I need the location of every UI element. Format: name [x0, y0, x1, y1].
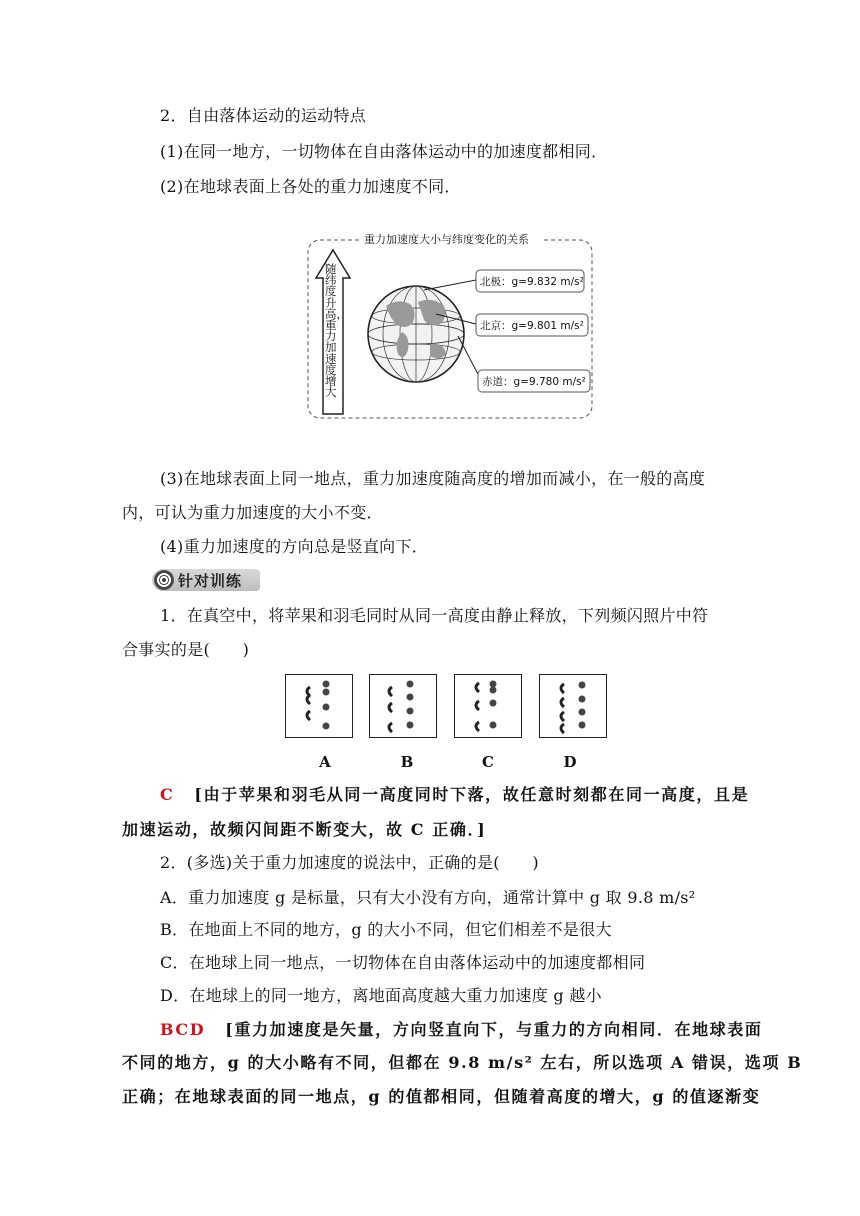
label-value: g=9.801 m/s²	[511, 320, 584, 332]
option-label-d: D	[563, 753, 577, 771]
q1-answer: C	[160, 785, 175, 804]
target-icon	[154, 570, 174, 590]
q2-option-b: B．在地面上不同的地方，g 的大小不同，但它们相差不是很大	[160, 920, 612, 939]
q2-option-d: D．在地球上的同一地方，离地面高度越大重力加速度 g 越小	[160, 986, 602, 1005]
option-d-photo	[539, 674, 607, 738]
q2-explanation-text: [重力加速度是矢量，方向竖直向下，与重力的方向相同．在地球表面	[225, 1020, 763, 1039]
label-north-pole	[480, 274, 584, 289]
figure-title: 重力加速度大小与纬度变化的关系	[364, 233, 529, 246]
option-b-photo	[369, 674, 437, 738]
q2-option-c: C．在地球上同一地点，一切物体在自由落体运动中的加速度都相同	[160, 953, 646, 972]
label-place: 北极：	[480, 276, 512, 288]
training-badge	[152, 569, 260, 591]
option-c-photo	[454, 674, 522, 738]
strobe-photo-b-drawing	[370, 675, 436, 737]
option-label-b: B	[400, 753, 414, 771]
gravity-latitude-figure	[306, 232, 596, 422]
option-label-a: A	[319, 753, 331, 771]
q2-stem: 2．(多选)关于重力加速度的说法中，正确的是( )	[160, 853, 539, 872]
q2-explanation-line-3: 正确；在地球表面的同一地点，g 的值都相同，但随着高度的增大，g 的值逐渐变	[122, 1087, 761, 1106]
q1-explanation-text: [由于苹果和羽毛从同一高度同时下落，故任意时刻都在同一高度，且是	[194, 785, 750, 804]
label-place: 赤道：	[482, 376, 514, 388]
paragraph-1: (1)在同一地方，一切物体在自由落体运动中的加速度都相同．	[160, 142, 608, 161]
section-heading: 2．自由落体运动的运动特点	[160, 106, 367, 125]
q1-stem-line-2: 合事实的是( )	[122, 640, 250, 659]
q1-stem-line-1: 1．在真空中，将苹果和羽毛同时从同一高度由静止释放，下列频闪照片中符	[160, 606, 709, 625]
q1-explanation-line-2: 加速运动，故频闪间距不断变大，故 C 正确．]	[122, 820, 487, 839]
q2-explanation-line-2: 不同的地方，g 的大小略有不同，但都在 9.8 m/s² 左右，所以选项 A 错误，选项 B	[122, 1053, 803, 1072]
option-label-c: C	[482, 753, 494, 771]
q1-explanation-line-1	[160, 785, 749, 805]
label-value: g=9.832 m/s²	[511, 276, 584, 288]
paragraph-3-line-1: (3)在地球表面上同一地点，重力加速度随高度的增加而减小，在一般的高度	[160, 469, 706, 488]
label-equator	[482, 374, 586, 389]
q2-option-a: A．重力加速度 g 是标量，只有大小没有方向，通常计算中 g 取 9.8 m/s²	[160, 888, 696, 907]
badge-label: 针对训练	[178, 572, 243, 590]
strobe-photo-a-drawing	[286, 675, 352, 737]
label-beijing	[480, 318, 584, 333]
strobe-photo-d-drawing	[540, 675, 606, 737]
option-a-photo	[285, 674, 353, 738]
label-value: g=9.780 m/s²	[513, 376, 586, 388]
strobe-photo-c-drawing	[455, 675, 521, 737]
paragraph-3-line-2: 内，可认为重力加速度的大小不变．	[122, 503, 383, 522]
paragraph-4: (4)重力加速度的方向总是竖直向下．	[160, 537, 429, 556]
globe-icon	[368, 286, 464, 382]
q2-explanation-line-1	[160, 1020, 762, 1040]
figure-arrow-text: 随纬度升高，重力加速度增大	[325, 262, 348, 400]
q2-answer: BCD	[160, 1020, 206, 1039]
paragraph-2: (2)在地球表面上各处的重力加速度不同．	[160, 177, 461, 196]
label-place: 北京：	[480, 320, 512, 332]
